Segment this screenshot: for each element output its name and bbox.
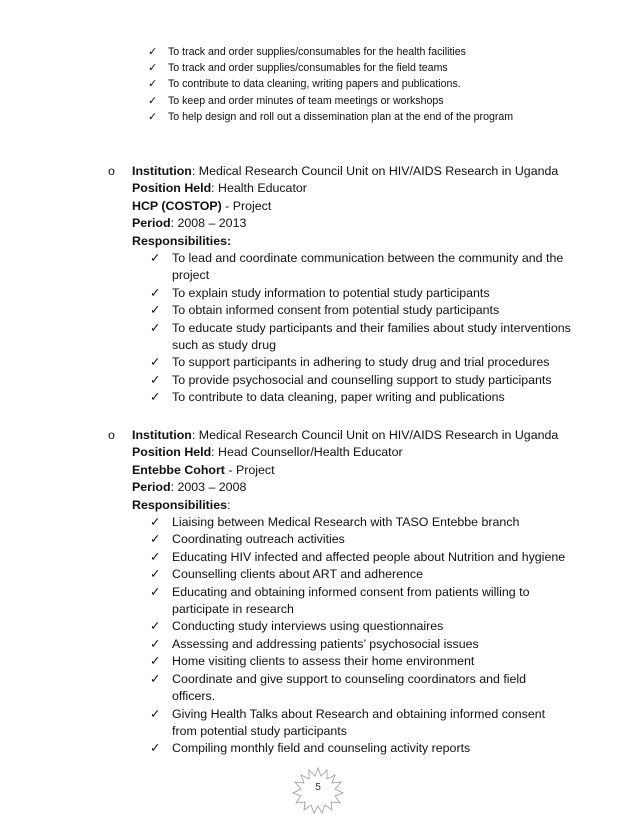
list-item: ✓ To keep and order minutes of team meetings or workshops	[148, 93, 513, 109]
list-item: ✓ Educating HIV infected and affected people about Nutrition and hygiene	[132, 549, 572, 566]
checkmark-icon: ✓	[150, 532, 161, 547]
checkmark-icon: ✓	[150, 654, 161, 669]
list-item: ✓ Assessing and addressing patients’ psychosocial issues	[132, 636, 572, 653]
institution-line: Institution: Medical Research Council Unit on HIV/AIDS Research in Uganda	[132, 164, 559, 178]
circle-bullet-icon: o	[108, 164, 115, 178]
list-item: ✓ To educate study participants and their families about study interventions such as study drug	[150, 320, 571, 353]
list-item: ✓ Home visiting clients to assess their home environment	[132, 653, 572, 670]
list-item: ✓ To help design and roll out a dissemination plan at the end of the program	[148, 109, 513, 125]
circle-bullet-icon: o	[108, 428, 115, 442]
list-item: ✓ Giving Health Talks about Research and obtaining informed consent from potential study participants	[150, 706, 546, 738]
period-line: Period: 2003 – 2008	[132, 480, 247, 495]
checkmark-icon: ✓	[150, 741, 161, 756]
checkmark-icon: ✓	[148, 110, 158, 123]
list-item: ✓ Coordinating outreach activities	[132, 531, 572, 548]
page-number-badge	[290, 766, 346, 814]
list-item: ✓ To provide psychosocial and counselling support to study participants	[132, 372, 572, 389]
list-item: ✓ Educating and obtaining informed consent from patients willing to participate in research	[150, 584, 530, 617]
list-item: ✓ To explain study information to potential study participants	[132, 285, 572, 302]
checkmark-icon: ✓	[150, 320, 161, 335]
list-item: ✓ Liaising between Medical Research with TASO Entebbe branch	[132, 514, 572, 531]
responsibilities-heading: Responsibilities:	[132, 233, 232, 248]
checkmark-icon: ✓	[150, 355, 161, 370]
checkmark-icon: ✓	[150, 372, 161, 387]
checkmark-icon: ✓	[150, 636, 161, 651]
list-item: ✓ Compiling monthly field and counseling activity reports	[132, 740, 572, 757]
checkmark-icon: ✓	[150, 671, 161, 686]
institution-line: Institution: Medical Research Council Unit on HIV/AIDS Research in Uganda	[132, 428, 559, 442]
checkmark-icon: ✓	[150, 584, 161, 599]
list-item: ✓ To support participants in adhering to study drug and trial procedures	[132, 354, 572, 371]
list-item: ✓ Counselling clients about ART and adherence	[132, 566, 572, 583]
checkmark-icon: ✓	[148, 46, 158, 58]
project-line: HCP (COSTOP) - Project	[132, 198, 272, 213]
checkmark-icon: ✓	[150, 549, 161, 564]
checkmark-icon: ✓	[150, 251, 161, 266]
top-responsibility-list	[148, 44, 513, 125]
responsibilities-list	[132, 514, 572, 758]
project-line: Entebbe Cohort - Project	[132, 462, 275, 477]
checkmark-icon: ✓	[150, 515, 161, 530]
page-number: 5	[315, 782, 321, 793]
employment-section	[108, 163, 572, 407]
list-item: ✓ To lead and coordinate communication between the community and the project	[150, 251, 564, 283]
list-item: ✓ To contribute to data cleaning, paper writing and publications	[132, 389, 572, 406]
list-item: ✓ To track and order supplies/consumables for the field teams	[148, 60, 513, 76]
checkmark-icon: ✓	[148, 94, 158, 107]
checkmark-icon: ✓	[148, 78, 158, 91]
list-item: ✓ Conducting study interviews using questionnaires	[132, 618, 572, 635]
checkmark-icon: ✓	[150, 567, 161, 582]
checkmark-icon: ✓	[150, 390, 161, 405]
period-line: Period: 2008 – 2013	[132, 216, 247, 231]
list-item: ✓ Coordinate and give support to counseling coordinators and field officers.	[150, 671, 527, 704]
checkmark-icon: ✓	[150, 619, 161, 634]
position-line: Position Held: Health Educator	[132, 181, 307, 196]
position-line: Position Held: Head Counsellor/Health Educator	[132, 445, 403, 460]
responsibilities-list	[132, 250, 572, 407]
employment-section	[108, 427, 572, 758]
responsibilities-heading: Responsibilities:	[132, 497, 231, 512]
list-item: ✓ To obtain informed consent from potential study participants	[132, 302, 572, 319]
checkmark-icon: ✓	[150, 706, 161, 721]
checkmark-icon: ✓	[148, 62, 158, 75]
list-item: ✓ To track and order supplies/consumables for the health facilities	[148, 44, 513, 60]
checkmark-icon: ✓	[150, 303, 161, 318]
list-item: ✓ To contribute to data cleaning, writing papers and publications.	[148, 76, 513, 92]
checkmark-icon: ✓	[150, 285, 161, 300]
